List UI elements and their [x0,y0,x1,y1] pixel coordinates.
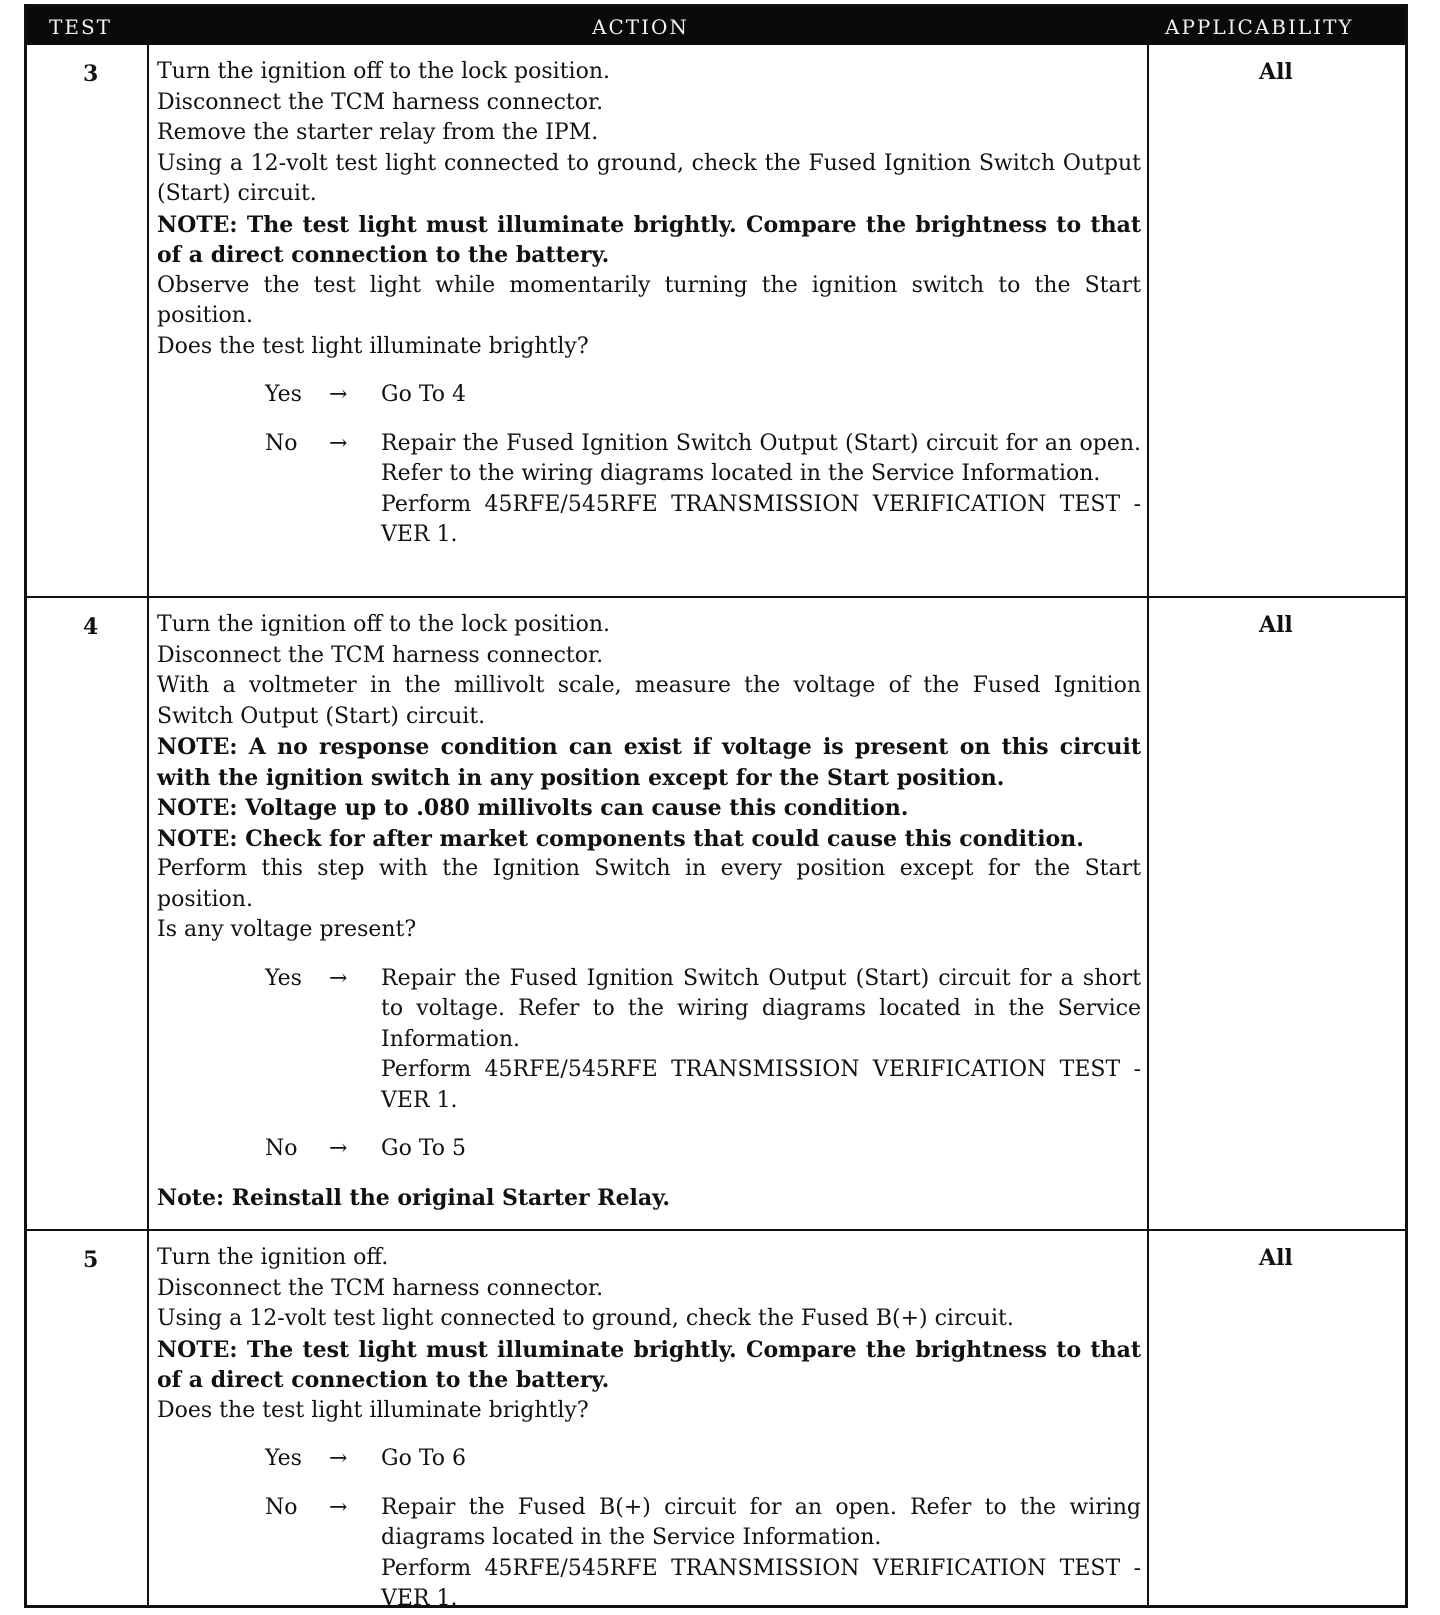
applicability: All [1259,1245,1293,1271]
note-line: NOTE: Check for after market components that could cause this condition. [157,825,1084,852]
no-perform: Perform 45RFE/545RFE TRANSMISSION VERIFICATION TEST - VER 1. [381,491,1141,547]
header-action: ACTION [592,15,689,39]
question-line: Is any voltage present? [157,917,417,942]
no-label: No [265,430,298,456]
yes-text: Go To 6 [381,1446,467,1471]
arrow-icon: → [329,1136,348,1161]
yes-response [157,1444,1141,1475]
no-text: Go To 5 [381,1136,467,1161]
no-label: No [265,1136,298,1161]
note-line: NOTE: A no response condition can exist if voltage is present on this circuit with the ignition switch in any position except for the Start position. [157,734,1141,791]
header-test: TEST [49,15,112,39]
no-response [157,1493,1141,1615]
arrow-icon: → [329,1494,348,1520]
test-number: 5 [83,1247,99,1273]
yes-perform: Perform 45RFE/545RFE TRANSMISSION VERIFICATION TEST - VER 1. [381,1057,1141,1113]
test-number: 4 [83,614,99,640]
yes-response [157,380,1141,411]
yes-label: Yes [265,965,302,991]
action-line: With a voltmeter in the millivolt scale, measure the voltage of the Fused Ignition Switch Output (Start) circuit. [157,673,1141,729]
action-line: Turn the ignition off to the lock position. [157,59,610,84]
arrow-icon: → [329,382,348,407]
action-cell [157,57,1141,551]
no-text: Repair the Fused Ignition Switch Output (Start) circuit for an open. Refer to the wiring diagrams located in the Service Information. [381,430,1141,486]
note-line: NOTE: The test light must illuminate brightly. Compare the brightness to that of a direct connection to the battery. [157,211,1141,268]
yes-text: Go To 4 [381,382,467,407]
action-line: Disconnect the TCM harness connector. [157,642,604,668]
table-header [27,7,1405,45]
applicability: All [1259,59,1293,85]
action-line: Using a 12-volt test light connected to ground, check the Fused B(+) circuit. [157,1306,1014,1331]
no-response [157,429,1141,551]
action-line: Disconnect the TCM harness connector. [157,89,604,115]
no-label: No [265,1494,298,1520]
table-row-test-5 [27,1231,1405,1611]
yes-label: Yes [265,1446,302,1471]
action-line: Turn the ignition off to the lock position. [157,612,610,637]
diagnostic-table [24,4,1408,1611]
note-line: NOTE: The test light must illuminate brightly. Compare the brightness to that of a direct connection to the battery. [157,1336,1141,1393]
header-applicability: APPLICABILITY [1165,15,1354,39]
no-perform: Perform 45RFE/545RFE TRANSMISSION VERIFICATION TEST - VER 1. [381,1555,1141,1611]
question-line: Does the test light illuminate brightly? [157,1397,589,1423]
applicability: All [1259,612,1293,638]
action-line: Disconnect the TCM harness connector. [157,1275,604,1301]
no-response [157,1134,1141,1165]
question-line: Does the test light illuminate brightly? [157,333,589,359]
table-row-test-4 [27,598,1405,1229]
footer-note: Note: Reinstall the original Starter Relay. [157,1184,671,1211]
action-line: Observe the test light while momentarily turning the ignition switch to the Start position. [157,272,1141,328]
table-row-test-3 [27,45,1405,596]
action-line: Perform this step with the Ignition Switch in every position except for the Start position. [157,856,1141,912]
yes-label: Yes [265,382,302,407]
note-line: NOTE: Voltage up to .080 millivolts can cause this condition. [157,795,909,821]
action-line: Remove the starter relay from the IPM. [157,120,599,145]
action-cell [157,1243,1141,1615]
yes-response [157,964,1141,1117]
arrow-icon: → [329,430,348,456]
action-line: Turn the ignition off. [157,1245,389,1270]
arrow-icon: → [329,965,348,991]
arrow-icon: → [329,1446,348,1471]
yes-text: Repair the Fused Ignition Switch Output (Start) circuit for a short to voltage. Refer to the wiring diagrams located in the Service Information. [381,965,1141,1052]
test-number: 3 [83,61,99,87]
action-cell [157,610,1141,1213]
no-text: Repair the Fused B(+) circuit for an open. Refer to the wiring diagrams located in the Service Information. [381,1494,1141,1550]
action-line: Using a 12-volt test light connected to ground, check the Fused Ignition Switch Output (Start) circuit. [157,150,1141,206]
